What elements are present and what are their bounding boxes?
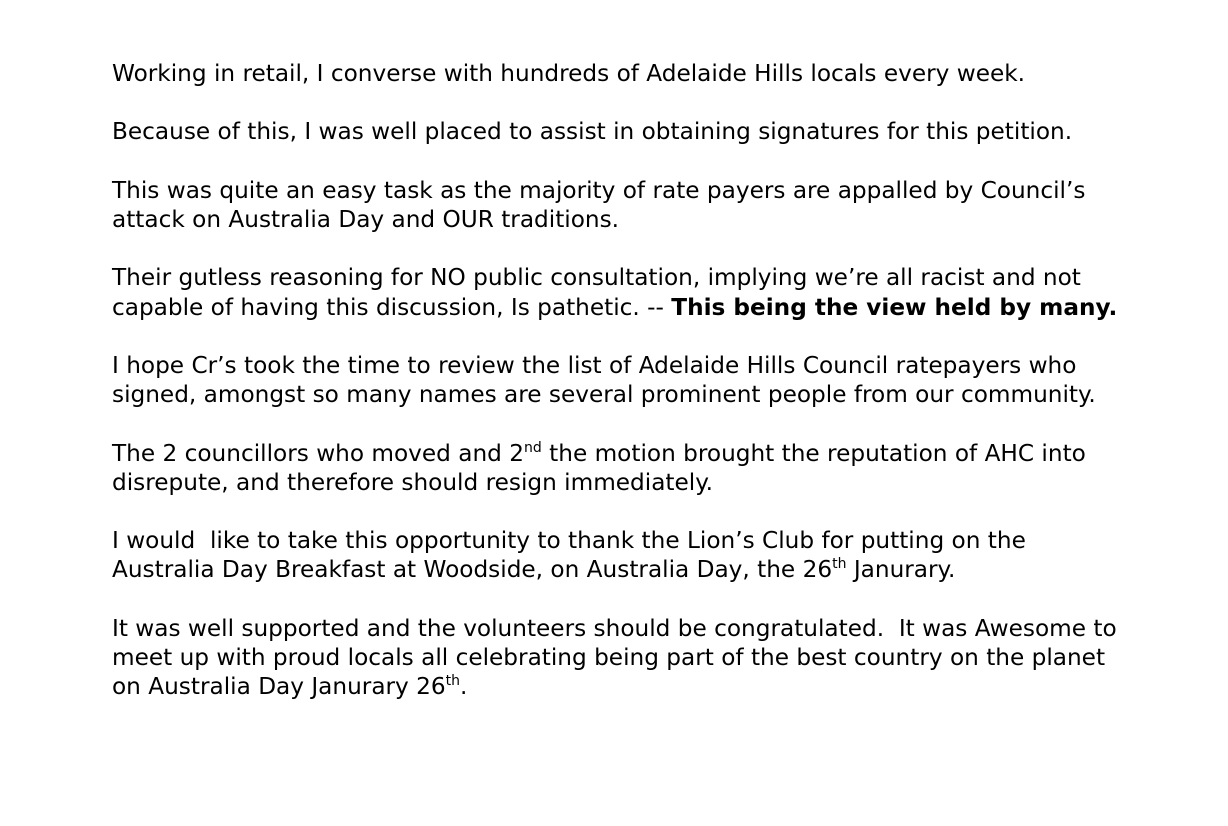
paragraph-councillors-superscript: nd <box>524 439 542 456</box>
paragraph-councillors <box>112 439 1122 497</box>
paragraph-supported-superscript: th <box>445 673 461 690</box>
paragraph-consultation-bold-text: This being the view held by many. <box>671 293 1118 321</box>
paragraph-consultation <box>112 263 1122 321</box>
paragraph-supported-text-b: . <box>460 673 468 701</box>
paragraph-supported-text-a: It was well supported and the volunteers should be congratulated. It was Awesome to meet up with proud locals all celebrating being part of the best country on the planet on Australia Day Janurary 26 <box>112 614 1125 701</box>
paragraph-councillors-text-a: The 2 councillors who moved and 2 <box>112 439 525 467</box>
paragraph-thanks-text-b: Janurary. <box>846 556 956 584</box>
paragraph-consultation-text: Their gutless reasoning for NO public consultation, implying we’re all racist and not capable of having this discussion, Is pathetic. -- <box>112 264 1089 321</box>
paragraph-councillors-text-b: the motion brought the reputation of AHC into disrepute, and therefore should resign immediately. <box>112 439 1094 496</box>
paragraph-easy-task-text: This was quite an easy task as the majority of rate payers are appalled by Council’s attack on Australia Day and OUR traditions. <box>112 176 1093 233</box>
paragraph-thanks-text-a: I would like to take this opportunity to thank the Lion’s Club for putting on the Australia Day Breakfast at Woodside, on Australia Day, the 26 <box>112 527 1034 584</box>
paragraph-review-list <box>112 351 1122 409</box>
paragraph-review-list-text: I hope Cr’s took the time to review the list of Adelaide Hills Council ratepayers who signed, amongst so many names are several prominent people from our community. <box>112 351 1096 409</box>
paragraph-signatures <box>112 117 1122 146</box>
paragraph-easy-task <box>112 176 1122 234</box>
paragraph-retail-text: Working in retail, I converse with hundreds of Adelaide Hills locals every week. <box>112 60 1026 87</box>
paragraph-thanks-superscript: th <box>832 556 847 573</box>
paragraph-retail <box>112 59 1122 88</box>
paragraph-supported <box>112 614 1125 702</box>
paragraph-thanks <box>112 526 1122 584</box>
paragraph-signatures-text: Because of this, I was well placed to assist in obtaining signatures for this petition. <box>112 118 1073 146</box>
document-body <box>112 59 1125 701</box>
